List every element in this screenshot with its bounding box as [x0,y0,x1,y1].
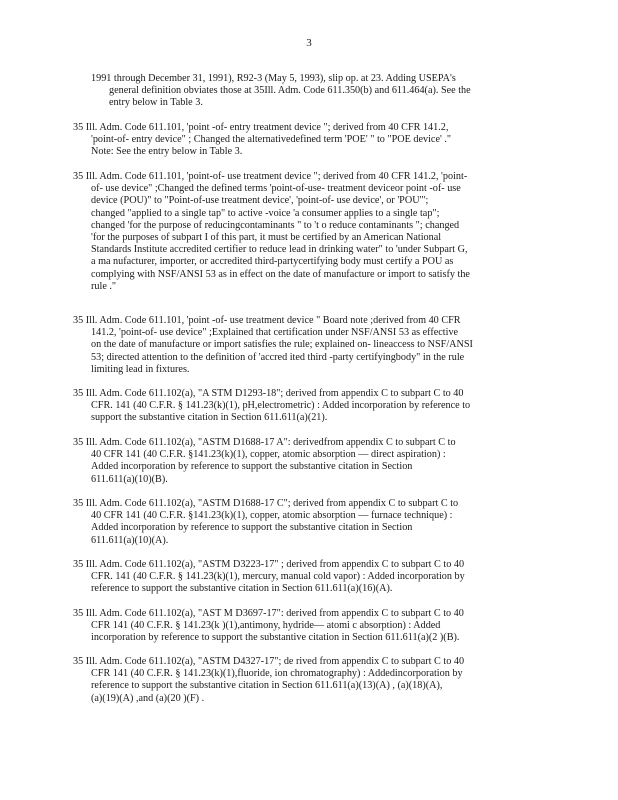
entry-line: (a)(19)(A) ,and (a)(20 )(F) . [91,692,205,704]
entry-paragraph [73,437,541,486]
entry-line: device (POU)" to "Point-of-use treatment device', 'point-of- use device', or 'POU"'; [91,195,429,207]
entry-line: of- use device" ;Changed the defined terms 'point-of-use- treatment deviceor point -of- use [91,183,461,195]
entry-line: 35 Ill. Adm. Code 611.101, 'point-of- use treatment device "; derived from 40 CFR 141.2, 'point- [73,171,468,182]
entry-line: 40 CFR 141 (40 C.F.R. §141.23(k)(1), copper, atomic absorption — direct aspiration) : [91,449,446,461]
entry-line: on the date of manufacture or import satisfies the rule; explained on- lineaccess to NSF/ANSI [91,339,473,351]
entry-line: 53; directed attention to the definition of 'accred ited third -party certifyingbody" in the rule [91,351,465,363]
entry-line: 1991 through December 31, 1991), R92-3 (May 5, 1993), slip op. at 23. Adding USEPA's [91,73,456,84]
entry-paragraph [73,388,541,425]
entry-line: complying with NSF/ANSI 53 as in effect on the date of manufacture or import to satisfy the [91,268,470,280]
entry-line: 35 Ill. Adm. Code 611.101, 'point -of- use treatment device " Board note ;derived from 40 CFR [73,315,461,326]
entry-line: 40 CFR 141 (40 C.F.R. §141.23(k)(1), copper, atomic absorption — furnace technique) : [91,510,453,522]
entry-line: support the substantive citation in Section 611.611(a)(21). [91,412,328,424]
entry-line: incorporation by reference to support the substantive citation in Section 611.611(a)(2 )(B). [91,632,460,644]
entry-paragraph [91,73,541,110]
entry-paragraph [73,559,541,596]
entry-line: 35 Ill. Adm. Code 611.101, 'point -of- entry treatment device "; derived from 40 CFR 141.2, [73,122,449,133]
entry-line: 'for the purposes of subpart I of this part, it must be certified by an American National [91,232,442,244]
entry-line: CFR 141 (40 C.F.R. § 141.23(k)(1),fluoride, ion chromatography) : Addedincorporation by [91,668,463,680]
entry-paragraph [73,498,541,547]
entry-line: CFR 141 (40 C.F.R. § 141.23(k )(1),antimony, hydride— atomi c absorption) : Added [91,620,441,632]
entry-paragraph [73,315,541,376]
entry-line: 35 Ill. Adm. Code 611.102(a), "ASTM D4327-17"; de rived from appendix C to subpart C to 40 [73,656,465,667]
entry-line: rule ." [91,280,117,292]
entry-line: 35 Ill. Adm. Code 611.102(a), "AST M D3697-17": derived from appendix C to subpart C to 40 [73,608,464,619]
entry-paragraph [73,608,541,645]
entry-line: limiting lead in fixtures. [91,363,190,375]
entry-line: 611.611(a)(10)(B). [91,473,168,485]
entry-line: CFR. 141 (40 C.F.R. § 141.23(k)(1), mercury, manual cold vapor) : Added incorporation by [91,571,465,583]
page-number: 3 [306,37,312,49]
entry-line: CFR. 141 (40 C.F.R. § 141.23(k)(1), pH,electrometric) : Added incorporation by reference to [91,400,471,412]
entry-paragraph [73,171,541,293]
entry-line: Added incorporation by reference to support the substantive citation in Section [91,522,413,534]
entry-line: Standards Institute accredited certifier to reduce lead in drinking water" to 'under Subpart G, [91,244,468,256]
entry-line: general definition obviates those at 35Ill. Adm. Code 611.350(b) and 611.464(a). See the [109,85,471,97]
entry-line: a ma nufacturer, importer, or accredited third-partycertifying body must certify a POU as [91,256,454,268]
entry-line: 35 Ill. Adm. Code 611.102(a), "ASTM D3223-17" ; derived from appendix C to subpart C to 40 [73,559,465,570]
entry-paragraph [73,122,541,159]
entry-line: 'point-of- entry device" ; Changed the alternativedefined term 'POE' " to "POE device' ." [91,134,452,146]
entry-line: 35 Ill. Adm. Code 611.102(a), "ASTM D1688-17 C"; derived from appendix C to subpart C to [73,498,459,509]
entry-paragraph [73,656,541,705]
entry-line: changed "applied to a single tap" to active -voice 'a consumer applies to a single tap"; [91,207,440,219]
entry-line: Note: See the entry below in Table 3. [91,146,243,158]
entry-line: changed 'for the purpose of reducingcontaminants " to 't o reduce contaminants "; changed [91,219,460,231]
entry-line: entry below in Table 3. [109,97,203,109]
entry-line: reference to support the substantive citation in Section 611.611(a)(13)(A) , (a)(18)(A), [91,680,443,692]
entry-line: 611.611(a)(10)(A). [91,534,169,546]
entry-line: 35 Ill. Adm. Code 611.102(a), "A STM D1293-18"; derived from appendix C to subpart C to 40 [73,388,464,399]
entry-line: 141.2, 'point-of- use device" ;Explained that certification under NSF/ANSI 53 as effective [91,327,459,339]
entry-line: 35 Ill. Adm. Code 611.102(a), "ASTM D1688-17 A": derivedfrom appendix C to subpart C to [73,437,456,448]
entry-line: Added incorporation by reference to support the substantive citation in Section [91,461,413,473]
entry-line: reference to support the substantive citation in Section 611.611(a)(16)(A). [91,583,393,595]
